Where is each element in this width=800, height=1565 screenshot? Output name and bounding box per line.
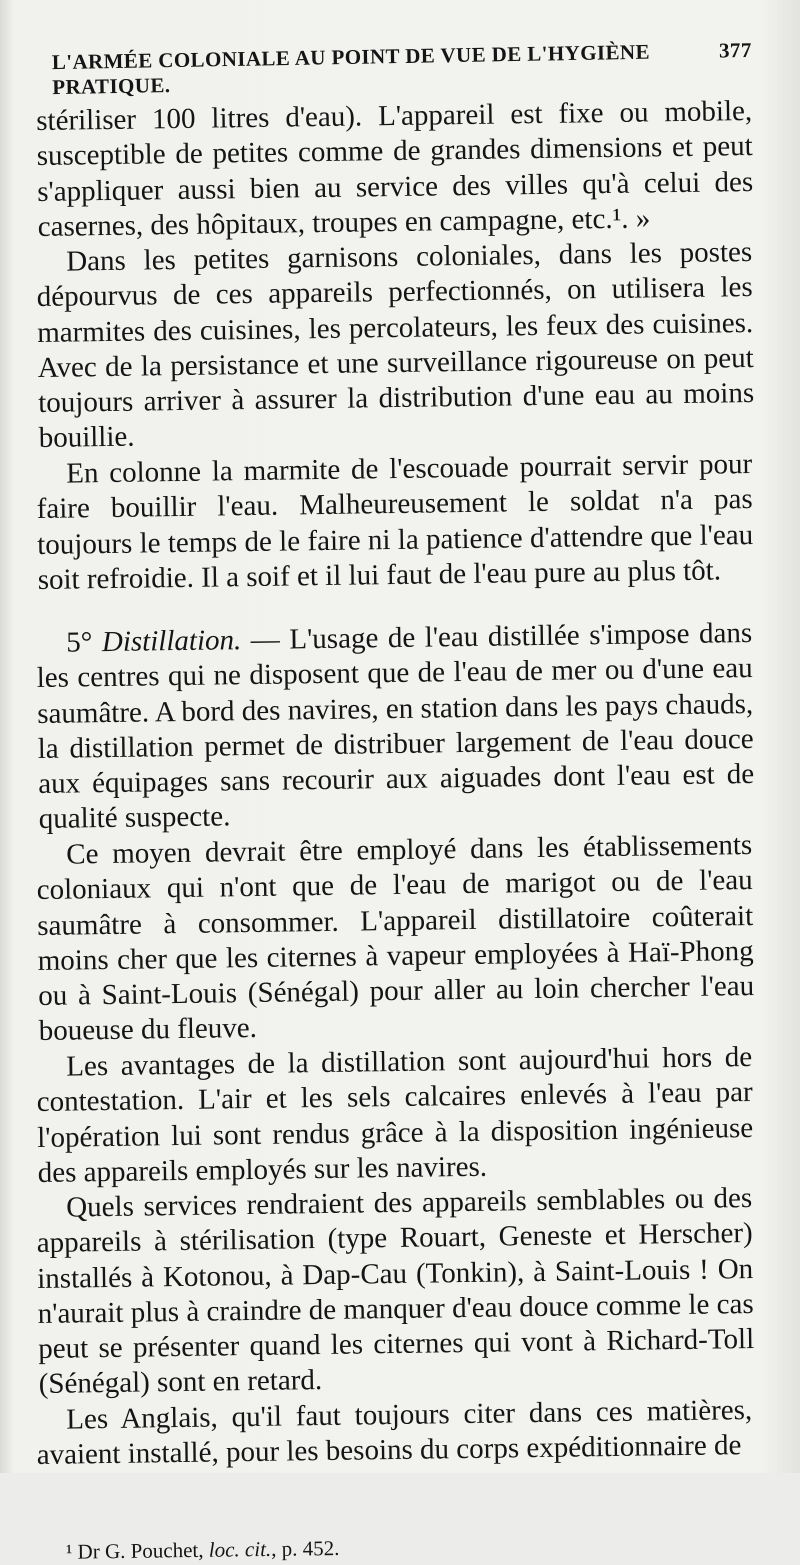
- paragraph: Ce moyen devrait être employé dans les établissements coloniaux qui n'ont que de l'eau de marigot ou de l'eau saumâtre à consommer. L'appareil distillatoire coûterait moins cher que les citernes à vapeur employées à Haï-Phong ou à Saint-Louis (Sénégal) pour aller au loin chercher l'eau boueuse du fleuve.: [36, 828, 755, 1048]
- running-head: [52, 38, 753, 100]
- footnote-page: , p. 452.: [271, 1536, 340, 1562]
- paragraph: En colonne la marmite de l'escouade pourrait servir pour faire bouillir l'eau. Malheureusement le soldat n'a pas toujours le temps de le faire ni la patience d'attendre que l'eau soit refroidie. Il a soif et il lui faut de l'eau pure au plus tôt.: [36, 447, 754, 596]
- paragraph: stériliser 100 litres d'eau). L'appareil est fixe ou mobile, susceptible de petites comme de grandes dimensions et peut s'appliquer aussi bien au service des villes qu'à celui des casernes, des hôpitaux, troupes en campagne, etc.¹. »: [36, 95, 754, 243]
- paragraph: Les Anglais, qu'il faut toujours citer dans ces matières, avaient installé, pour les besoins du corps expéditionnaire de: [36, 1393, 753, 1471]
- section-number: 5°: [66, 626, 103, 659]
- body-text: [36, 95, 755, 1473]
- paragraph: Les avantages de la distillation sont aujourd'hui hors de contestation. L'air et les sels calcaires enlevés à l'eau par l'opération lui sont rendus grâce à la disposition ingénieuse des appareils employés sur les navires.: [36, 1040, 754, 1189]
- section-paragraph-distillation: [36, 616, 755, 838]
- page-number: 377: [718, 37, 752, 63]
- footnote-reference: loc. cit.: [208, 1537, 272, 1563]
- paragraph: Dans les petites garnisons coloniales, dans les postes dépourvus de ces appareils perfectionnés, on utilisera les marmites des cuisines, les percolateurs, les feux des cuisines. Avec de la persistance et une surveillance rigoureuse on peut toujours arriver à assurer la distribution d'une eau au moins bouillie.: [36, 236, 755, 455]
- running-title: L'ARMÉE COLONIALE AU POINT DE VUE DE L'HYGIÈNE PRATIQUE.: [51, 39, 651, 100]
- paragraph: Quels services rendraient des appareils semblables ou des appareils à stérilisation (type Rouart, Geneste et Herscher) installés à Kotonou, à Dap-Cau (Tonkin), à Saint-Louis ! On n'aurait plus à craindre de manquer d'eau douce comme le cas peut se présenter quand les citernes qui vont à Richard-Toll (Sénégal) sont en retard.: [36, 1181, 755, 1401]
- footnote-author: Dr G. Pouchet,: [72, 1538, 209, 1564]
- footnote: [66, 1530, 752, 1565]
- section-heading: Distillation.: [101, 624, 242, 659]
- footnote-marker: ¹: [65, 1539, 73, 1565]
- section-text: — L'usage de l'eau distillée s'impose dans les centres qui ne disposent que de l'eau de mer ou d'une eau saumâtre. A bord des navires, en station dans les pays chauds, la distillation permet de distribuer largement de l'eau douce aux équipages sans recourir aux aiguades dont l'eau est de qualité suspecte.: [36, 617, 755, 836]
